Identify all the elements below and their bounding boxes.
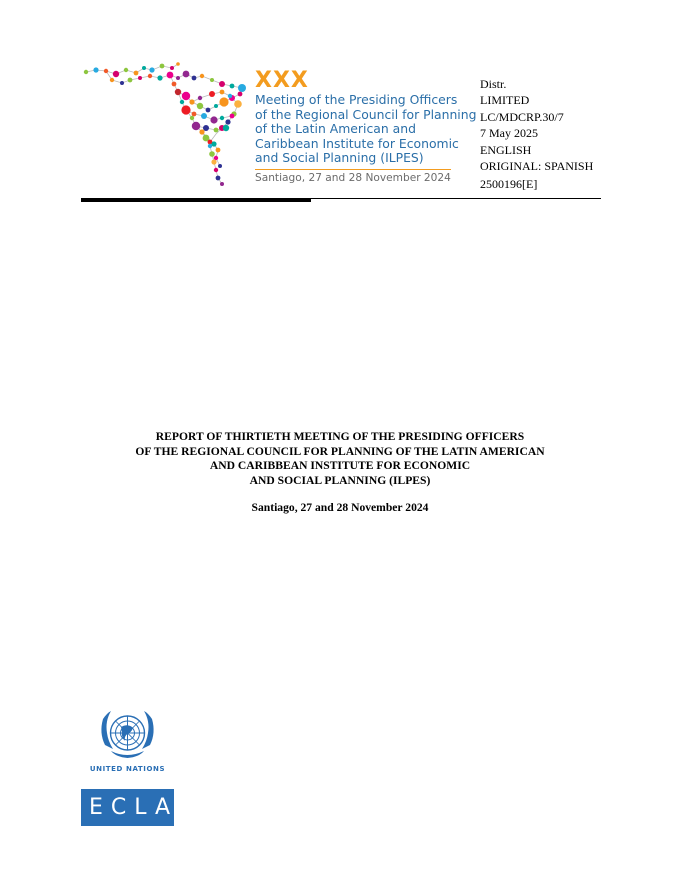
distr-limited: LIMITED (480, 92, 530, 107)
report-title-line: OF THE REGIONAL COUNCIL FOR PLANNING OF THE LATIN AMERICAN (135, 444, 545, 458)
distribution-block (480, 77, 630, 192)
meeting-name-line: of the Latin American and (255, 121, 416, 137)
document-date: 7 May 2025 (480, 125, 538, 140)
report-title-line: AND CARIBBEAN INSTITUTE FOR ECONOMIC (209, 459, 471, 473)
meeting-banner-text (255, 68, 477, 185)
meeting-banner (82, 58, 477, 190)
un-label: UNITED NATIONS (89, 765, 166, 773)
meeting-name-line: Meeting of the Presiding Officers (255, 92, 458, 107)
report-title (90, 430, 590, 488)
document-symbol: LC/MDCRP.30/7 (480, 110, 564, 125)
eclac-logo: ECLAC (81, 789, 174, 826)
meeting-name-line: Caribbean Institute for Economic (255, 135, 459, 151)
report-title-line: REPORT OF THIRTIETH MEETING OF THE PRESIDING OFFICERS (155, 430, 525, 443)
meeting-name-line: of the Regional Council for Planning (255, 106, 477, 122)
distr-label: Distr. (480, 77, 507, 91)
job-number: 2500196[E] (480, 176, 538, 191)
meeting-place-date: Santiago, 27 and 28 November 2024 (255, 172, 451, 185)
header-rule-thin (311, 198, 601, 199)
original-language: ORIGINAL: SPANISH (480, 158, 594, 173)
report-subtitle: Santiago, 27 and 28 November 2024 (251, 501, 429, 514)
header-rule-thick (81, 198, 311, 202)
meeting-name-line: and Social Planning (ILPES) (255, 150, 424, 166)
document-language: ENGLISH (480, 143, 532, 158)
report-title-line: AND SOCIAL PLANNING (ILPES) (249, 473, 431, 487)
latin-america-network-map-icon (82, 58, 254, 190)
meeting-number: XXX (255, 68, 309, 93)
banner-divider (255, 169, 451, 171)
